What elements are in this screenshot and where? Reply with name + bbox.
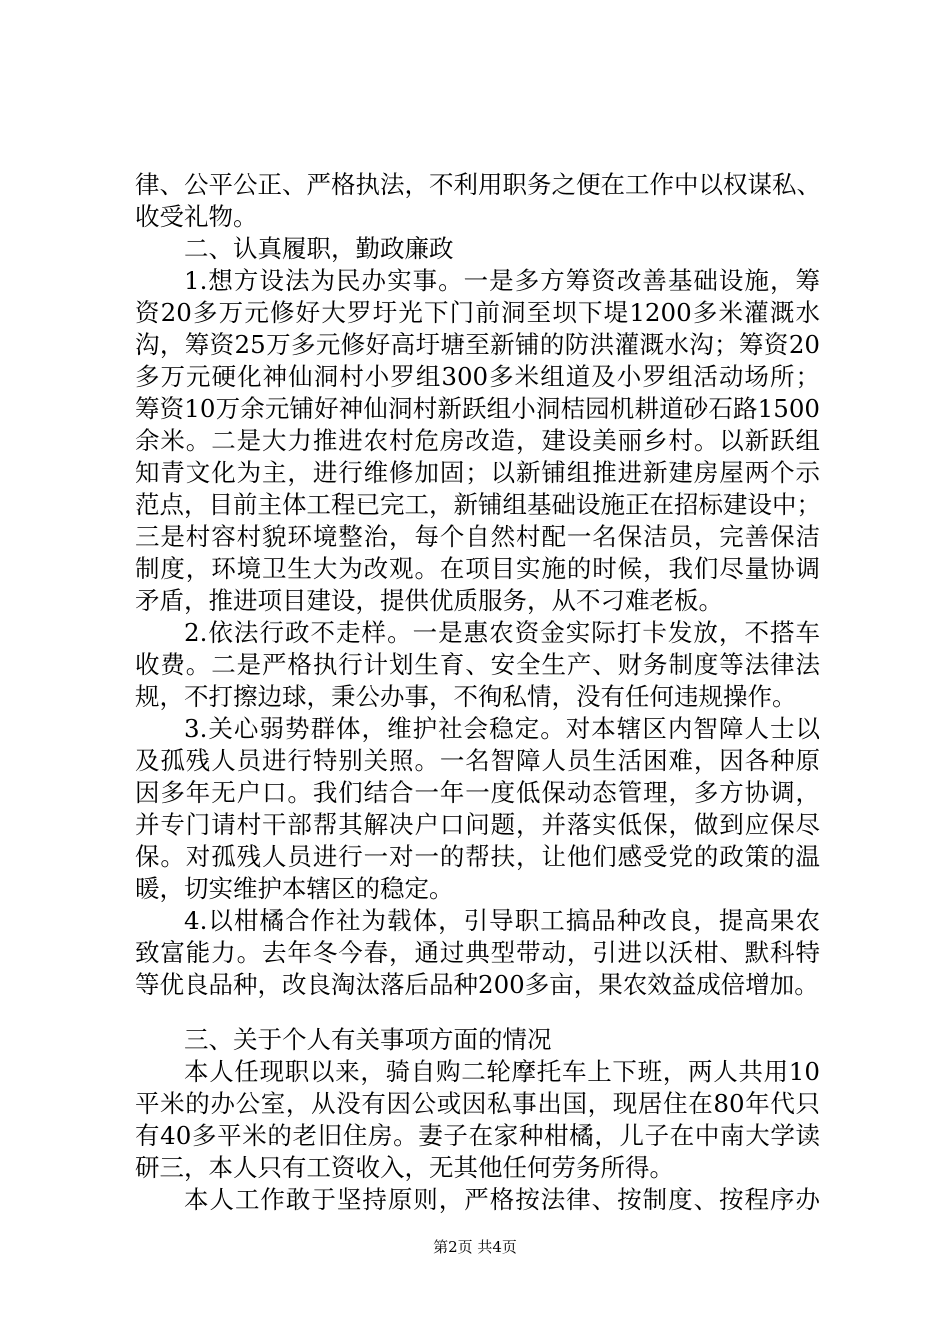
text-line: 2.依法行政不走样。一是惠农资金实际打卡发放，不搭车	[184, 618, 820, 647]
text-line: 1.想方设法为民办实事。一是多方筹资改善基础设施，筹	[184, 266, 820, 295]
text-line: 筹资10万余元铺好神仙洞村新跃组小洞桔园机耕道砂石路1500	[135, 394, 820, 423]
text-line: 收受礼物。	[135, 202, 258, 231]
text-line: 因多年无户口。我们结合一年一度低保动态管理，多方协调，	[135, 778, 820, 807]
text-line: 致富能力。去年冬今春，通过典型带动，引进以沃柑、默科特	[135, 938, 820, 967]
text-line: 并专门请村干部帮其解决户口问题，并落实低保，做到应保尽	[135, 810, 820, 839]
text-line: 收费。二是严格执行计划生育、安全生产、财务制度等法律法	[135, 650, 820, 679]
text-line: 3.关心弱势群体，维护社会稳定。对本辖区内智障人士以	[184, 714, 820, 743]
text-line: 暖，切实维护本辖区的稳定。	[135, 874, 454, 903]
text-line: 资20多万元修好大罗圩光下门前洞至坝下堤1200多米灌溉水	[135, 298, 820, 327]
text-line: 范点，目前主体工程已完工，新铺组基础设施正在招标建设中；	[135, 490, 821, 519]
text-line: 沟，筹资25万多元修好高圩塘至新铺的防洪灌溉水沟；筹资20	[135, 330, 820, 359]
text-line: 等优良品种，改良淘汰落后品种200多亩，果农效益成倍增加。	[135, 970, 819, 999]
page-footer: 第2页 共4页	[433, 1238, 517, 1256]
text-line: 有40多平米的老旧住房。妻子在家种柑橘，儿子在中南大学读	[135, 1121, 820, 1150]
text-line: 及孤残人员进行特别关照。一名智障人员生活困难，因各种原	[135, 746, 820, 775]
text-line: 多万元硬化神仙洞村小罗组300多米组道及小罗组活动场所；	[135, 362, 820, 391]
document-body	[135, 169, 820, 1216]
text-line: 二、认真履职，勤政廉政	[184, 234, 454, 263]
text-line: 本人工作敢于坚持原则，严格按法律、按制度、按程序办	[184, 1185, 820, 1214]
text-line: 余米。二是大力推进农村危房改造，建设美丽乡村。以新跃组	[135, 426, 820, 455]
text-line: 知青文化为主，进行维修加固；以新铺组推进新建房屋两个示	[135, 458, 820, 487]
text-line: 矛盾，推进项目建设，提供优质服务，从不刁难老板。	[135, 586, 723, 615]
text-line: 三是村容村貌环境整治，每个自然村配一名保洁员，完善保洁	[135, 522, 820, 551]
text-line: 研三，本人只有工资收入，无其他任何劳务所得。	[135, 1153, 674, 1182]
text-line: 平米的办公室，从没有因公或因私事出国，现居住在80年代只	[135, 1089, 820, 1118]
text-line: 本人任现职以来，骑自购二轮摩托车上下班，两人共用10	[184, 1057, 820, 1086]
text-line: 三、关于个人有关事项方面的情况	[184, 1025, 552, 1054]
text-line: 4.以柑橘合作社为载体，引导职工搞品种改良，提高果农	[184, 906, 820, 935]
text-line: 律、公平公正、严格执法，不利用职务之便在工作中以权谋私、	[135, 170, 821, 199]
text-line: 制度，环境卫生大为改观。在项目实施的时候，我们尽量协调	[135, 554, 820, 583]
text-line: 规，不打擦边球，秉公办事，不徇私情，没有任何违规操作。	[135, 682, 797, 711]
text-line: 保。对孤残人员进行一对一的帮扶，让他们感受党的政策的温	[135, 842, 820, 871]
